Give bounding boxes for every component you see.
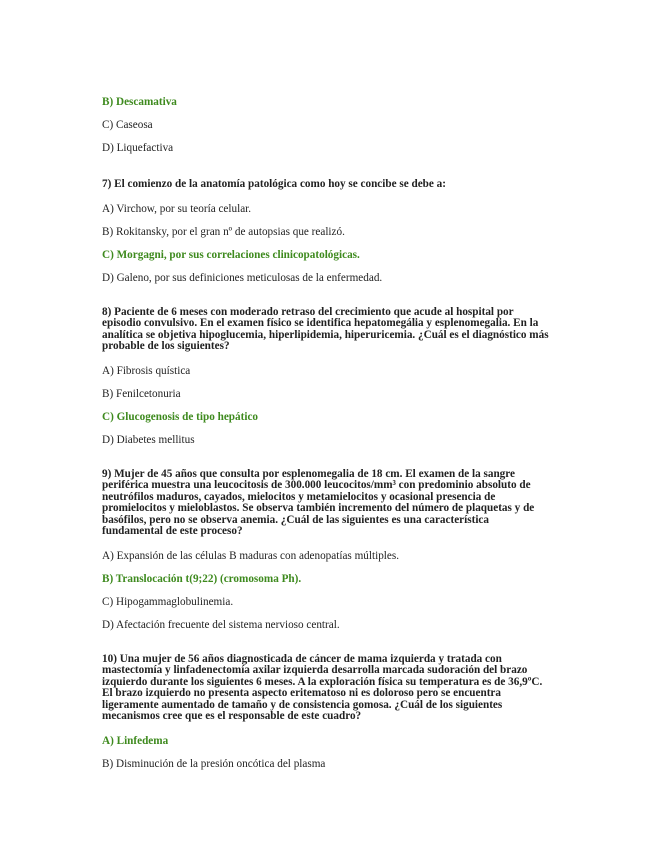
question-line: neutrófilos maduros, cayados, mielocitos y metamielocitos y ocasional presencia de <box>102 490 496 503</box>
question-text <box>102 179 552 191</box>
question-line: 8) Paciente de 6 meses con moderado retraso del crecimiento que acude al hospital por <box>102 305 514 318</box>
question-line: probable de los siguientes? <box>102 340 230 352</box>
question-10 <box>102 654 595 771</box>
question-line: 9) Mujer de 45 años que consulta por esplenomegalia de 18 cm. El examen de la sangre <box>102 467 515 480</box>
option-b: B) Rokitansky, por el gran nº de autopsias que realizó. <box>102 225 345 238</box>
option-c: C) Hipogammaglobulinemia. <box>102 595 234 608</box>
question-line: 10) Una mujer de 56 años diagnosticada de cáncer de mama izquierda y tratada con <box>102 652 502 665</box>
question-text <box>102 469 552 538</box>
option-d: D) Galeno, por sus definiciones meticulosas de la enfermedad. <box>102 271 383 284</box>
option-b-correct: B) Translocación t(9;22) (cromosoma Ph). <box>102 572 302 585</box>
question-line: basófilos, pero no se observa anemia. ¿Cuál de las siguientes es una característica <box>102 513 489 526</box>
option-c-correct: C) Morgagni, por sus correlaciones clinicopatológicas. <box>102 248 360 261</box>
question-line: periférica muestra una leucocitosis de 300.000 leucocitos/mm³ con predominio absoluto de <box>102 479 531 491</box>
question-7 <box>102 179 595 285</box>
question-line: El brazo izquierdo no presenta aspecto eritematoso ni es doloroso pero se encuentra <box>102 687 501 699</box>
question-line: ligeramente aumentado de tamaño y de consistencia gomosa. ¿Cuál de los siguientes <box>102 698 503 711</box>
option-b: B) Fenilcetonuria <box>102 387 181 400</box>
previous-question-options <box>102 96 595 155</box>
question-line: fundamental de este proceso? <box>102 525 243 537</box>
option-a: A) Fibrosis quística <box>102 364 191 377</box>
option-c: C) Caseosa <box>102 119 153 131</box>
option-b-correct: B) Descamativa <box>102 96 177 108</box>
option-c-correct: C) Glucogenosis de tipo hepático <box>102 410 259 423</box>
question-8 <box>102 307 595 447</box>
question-9 <box>102 469 595 632</box>
option-a-correct: A) Linfedema <box>102 734 169 747</box>
option-a: A) Expansión de las células B maduras con adenopatías múltiples. <box>102 549 400 562</box>
question-text <box>102 654 552 723</box>
option-b: B) Disminución de la presión oncótica del plasma <box>102 757 326 770</box>
question-line: mecanismos cree que es el responsable de este cuadro? <box>102 710 362 722</box>
question-line: episodio convulsivo. En el examen físico se identifica hepatomegália y esplenomegalia. En la <box>102 317 539 329</box>
question-line: 7) El comienzo de la anatomía patológica como hoy se concibe se debe a: <box>102 178 446 190</box>
option-d: D) Diabetes mellitus <box>102 433 195 446</box>
question-line: izquierdo durante los siguientes 6 meses. A la exploración física su temperatura es de 36,9ºC. <box>102 675 543 688</box>
option-d: D) Afectación frecuente del sistema nervioso central. <box>102 618 340 631</box>
option-a: A) Virchow, por su teoría celular. <box>102 202 252 215</box>
question-line: promielocitos y mieloblastos. Se observa también incremento del número de plaquetas y de <box>102 502 535 514</box>
question-line: mastectomía y linfadenectomía axilar izquierda desarrolla marcada sudoración del brazo <box>102 664 528 676</box>
question-line: analítica se objetiva hipoglucemia, hiperlipidemia, hiperuricemia. ¿Cuál es el diagnóstico más <box>102 328 549 341</box>
question-text <box>102 307 552 353</box>
option-d: D) Liquefactiva <box>102 142 174 154</box>
